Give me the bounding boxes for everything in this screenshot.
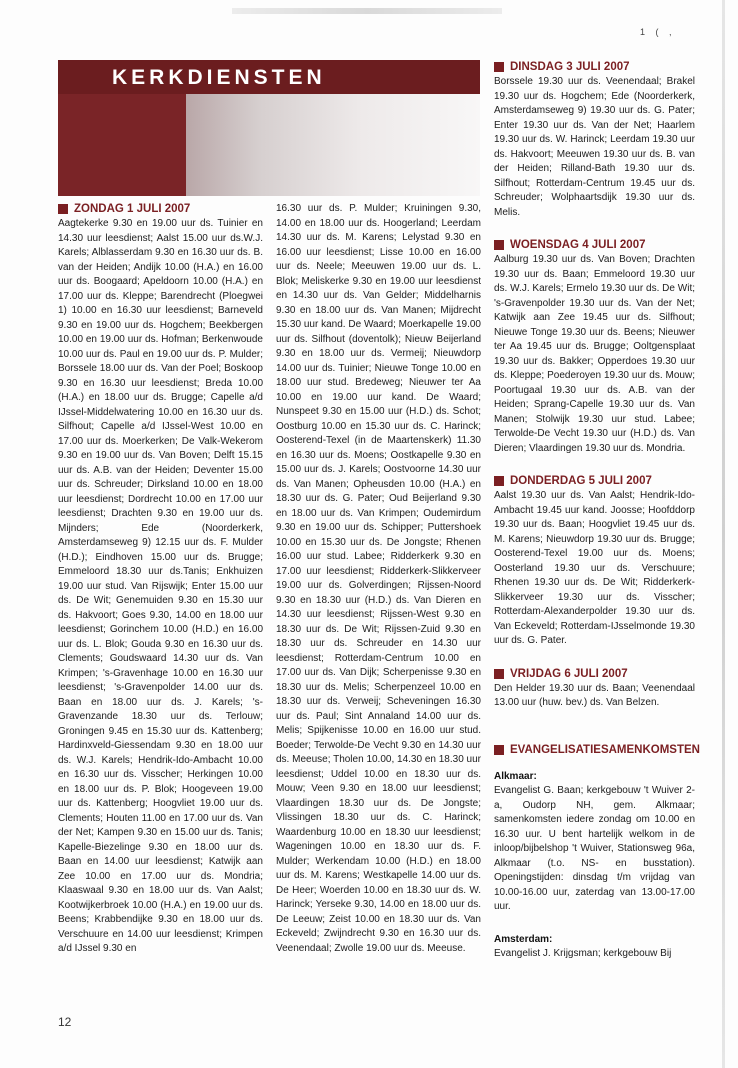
section-heading-evangelisatie: [494, 743, 700, 757]
column-1: [58, 202, 263, 975]
banner-block: [58, 94, 186, 196]
heading-text: VRIJDAG 6 JULI 2007: [510, 667, 628, 680]
heading-text: ZONDAG 1 JULI 2007: [74, 203, 191, 215]
page-title: KERKDIENSTEN: [112, 66, 326, 89]
section-banner: [58, 60, 480, 196]
section-heading-zondag: [58, 202, 263, 216]
heading-square-icon: [58, 204, 68, 214]
heading-square-icon: [494, 476, 504, 486]
section-body-zondag-continued: 16.30 uur ds. P. Mulder; Kruiningen 9.30, 14.00 en 18.00 uur ds. Hoogerland; Leerdam 14.30 uur ds. M. Karens; Lelystad 9.30 en 16.00 uur leesdienst; Lisse 10.00 en 16.00 uur ds. Neele; Meeuwen 19.00 uur ds. L. Blok; Meliskerke 9.30 en 19.00 uur leesdienst en 14.30 uur ds. Van Gelder; Middelharnis 9.30 en 18.00 uur ds. Van Manen; Mijdrecht 15.30 uur kand. De Waard; Moerkapelle 19.00 uur ds. Silfhout (doventolk); Nieuw Beijerland 9.30 en 18.00 uur ds. Vermeij; Nieuwdorp 14.00 uur ds. Tuinier; Nieuwe Tonge 10.00 en 18.00 uur stud. Bredeweg; Nieuwer ter Aa 10.00 en 19.00 uur kand. De Waard; Nunspeet 9.30 en 15.00 uur (H.D.) ds. Schot; Oostburg 10.00 en 15.30 uur ds. C. Harinck; Oosterend-Texel (in de Maartenskerk) 11.30 en 16.30 uur ds. Moens; Oostkapelle 9.30 en 15.00 uur ds. J. Karels; Oostvoorne 14.30 uur ds. Van Manen; Opheusden 10.00 (H.A.) en 18.30 uur ds. G. Pater; Oud Beijerland 9.30 en 18.00 uur ds. Van Krimpen; Oudemirdum 9.30 en 19.00 uur ds. Schipper; Puttershoek 10.00 en 15.30 uur ds. De Jongste; Rhenen 16.00 uur stud. Labee; Ridderkerk 9.30 en 17.00 uur leesdienst; Ridderkerk-Slikkerveer 19.00 uur ds. Golverdingen; Rijssen-Noord 9.30 en 18.30 uur (H.D.) ds. Van Dieren en 14.30 uur leesdienst; Rijssen-West 9.30 en 18.30 uur ds. De Wit; Rijssen-Zuid 9.30 en 18.30 uur ds. Schreuder en 14.30 uur leesdienst; Rotterdam-Centrum 10.00 en 17.00 uur ds. Van Dijk; Scherpenisse 9.30 en 18.30 uur ds. Melis; Scherpenzeel 10.00 en 18.30 uur ds. Verweij; Scheveningen 16.30 uur ds. Paul; Sint Annaland 14.00 uur ds. Melis; Spijkenisse 10.00 en 16.00 uur stud. Boeder; Terwolde-De Vecht 9.30 en 14.30 uur ds. Meeuse; Tholen 10.00, 14.30 en 18.30 uur leesdienst; Uddel 10.00 en 18.30 uur ds. Mouw; Veen 9.30 en 18.00 uur leesdienst; Vlaardingen 18.30 uur ds. De Jongste; Vlissingen 18.30 uur ds. C. Harinck; Waardenburg 10.00 en 18.30 uur leesdienst; Wageningen 10.00 en 18.30 uur ds. F. Mulder; Werkendam 10.00 (H.D.) en 18.00 uur ds. M. Karens; Westkapelle 14.00 uur ds. De Heer; Woerden 10.00 en 18.30 uur ds. W. Harinck; Yerseke 9.30, 14.00 en 18.00 uur ds. De Leeuw; Zeist 10.00 en 18.30 uur ds. Van Eckeveld; Zwijndrecht 9.30 en 16.30 uur ds. Veenendaal; Zwolle 19.00 uur ds. Meeuse.: [276, 203, 481, 954]
heading-text: DONDERDAG 5 JULI 2007: [510, 475, 652, 487]
town-label-alkmaar: Alkmaar:: [494, 770, 537, 782]
heading-square-icon: [494, 240, 504, 250]
heading-square-icon: [494, 669, 504, 679]
section-heading-dinsdag: [494, 60, 695, 74]
top-scan-rule: [232, 8, 502, 14]
section-heading-vrijdag: [494, 667, 695, 681]
section-body-woensdag: Aalburg 19.30 uur ds. Van Boven; Drachten 19.30 uur ds. Baan; Emmeloord 19.30 uur ds. W.J. Karels; Ermelo 19.30 uur ds. De Wit; 's-Gravenpolder 19.30 uur ds. Van der Net; Katwijk aan Zee 19.45 uur ds. Silfhout; Nieuwe Tonge 19.30 uur ds. Beens; Nieuwer ter Aa 19.45 uur ds. Brugge; Ooltgensplaat 19.30 uur ds. Bakker; Opperdoes 19.30 uur ds. Kleppe; Poederoyen 19.30 uur ds. Mouw; Poortugaal 19.30 uur ds. A.B. van der Heiden; Sprang-Capelle 19.30 uur ds. Van Manen; Stolwijk 19.30 uur stud. Labee; Terwolde-De Vecht 19.30 uur (H.D.) ds. Van Dieren; Vlaardingen 19.30 uur ds. Mondria.: [494, 254, 695, 454]
column-2: [276, 202, 481, 974]
section-heading-woensdag: [494, 238, 695, 252]
heading-square-icon: [494, 745, 504, 755]
heading-text: EVANGELISATIESAMENKOMSTEN: [510, 743, 700, 756]
section-body-alkmaar: Evangelist G. Baan; kerkgebouw 't Wuiver 2-a, Oudorp NH, gem. Alkmaar; samenkomsten iedere zondag om 10.00 en 16.30 uur. U bent hartelijk welkom in de inloop/bijbelshop 't Wuiver, Stationsweg 96a, Alkmaar (t.o. NS- en busstation). Openingstijden: dinsdag t/m vrijdag van 10.00-16.00 uur, zaterdag van 13.00-17.00 uur.: [494, 785, 695, 912]
heading-text: DINSDAG 3 JULI 2007: [510, 61, 630, 73]
page-number: 12: [58, 1015, 72, 1029]
heading-square-icon: [494, 62, 504, 72]
section-body-dinsdag: Borssele 19.30 uur ds. Veenendaal; Brakel 19.30 uur ds. Hogchem; Ede (Noorderkerk, Amsterdamseweg 9) 19.30 uur ds. G. Pater; Enter 19.30 uur ds. Van der Net; Haarlem 19.30 uur ds. W. Harinck; Leerdam 19.30 uur ds. Hakvoort; Meeuwen 19.30 uur ds. B. van der Heiden; Rilland-Bath 19.30 uur ds. Silfhout; Rotterdam-Centrum 19.45 uur ds. Schreuder; Wolphaartsdijk 19.30 uur ds. Melis.: [494, 76, 695, 218]
heading-text: WOENSDAG 4 JULI 2007: [510, 239, 646, 251]
corner-marks: 1 ( ,: [640, 27, 676, 37]
town-label-amsterdam: Amsterdam:: [494, 933, 553, 945]
section-body-zondag: Aagtekerke 9.30 en 19.00 uur ds. Tuinier en 14.30 uur leesdienst; Aalst 15.00 uur ds.W.J. Karels; Alblasserdam 9.30 en 16.30 uur ds. B. van der Heiden; Andijk 10.00 (H.A.) en 16.00 uur ds. Boogaard; Apeldoorn 10.00 (H.A.) en 17.00 uur ds. Kleppe; Barendrecht (Ploegwei 1) 10.00 en 16.30 uur leesdienst; Barneveld 9.30 en 19.00 uur ds. Hogchem; Beekbergen 10.00 en 19.00 uur ds. Hofman; Berkenwoude 10.00 uur ds. Paul en 19.00 uur ds. P. Mulder; Borssele 18.00 uur ds. Van der Poel; Boskoop 9.30 en 16.30 uur leesdienst; Breda 10.00 (H.A.) en 18.00 uur ds. Brugge; Capelle a/d IJssel-Middelwatering 10.00 en 16.30 uur ds. Silfhout; Capelle a/d IJssel-West 10.00 en 17.00 uur ds. Moerkerken; De Valk-Wekerom 9.30 en 19.00 uur ds. Van Boven; Delft 15.15 uur ds. A.B. van der Heiden; Deventer 15.00 uur ds. Schreuder; Dirksland 10.00 en 18.00 uur leesdienst; Dordrecht 10.00 en 17.00 uur leesdienst; Drachten 9.30 en 19.00 uur ds. Mijnders; Ede (Noorderkerk, Amsterdamseweg 9) 12.15 uur ds. F. Mulder (H.D.); Eindhoven 15.00 uur ds. Brugge; Emmeloord 18.30 uur ds.Tanis; Enkhuizen 19.00 uur stud. Van Rijswijk; Enter 15.00 uur ds. De Wit; Genemuiden 9.30 en 15.30 uur ds. Hakvoort; Goes 9.30, 14.00 en 18.00 uur leesdienst; Gorinchem 10.00 (H.D.) en 16.00 uur ds. L. Blok; Gouda 9.30 en 16.30 uur ds. Clements; Goudswaard 14.30 uur ds. Van Krimpen; 's-Gravenhage 10.00 en 16.30 uur leesdienst; 's-Gravenpolder 14.00 uur ds. Baan en 18.00 uur ds. J. Karels; 's-Gravenzande 18.30 uur ds. Terlouw; Groningen 9.45 en 15.30 uur ds. Kattenberg; Hardinxveld-Giessendam 9.30 en 18.00 uur ds. W.J. Karels; Hendrik-Ido-Ambacht 10.00 en 16.30 uur ds. Visscher; Herkingen 10.00 en 18.00 uur ds. P. Blok; Hoogeveen 19.00 uur ds. Kattenberg; Hoogvliet 19.00 uur ds. Clements; Houten 11.00 en 17.00 uur ds. Van der Net; Kampen 9.30 en 15.00 uur ds. Tanis; Kapelle-Biezelinge 9.30 en 18.00 uur ds. Baan en 14.00 uur leesdienst; Katwijk aan Zee 10.00 en 17.00 uur ds. Mondria; Klaaswaal 9.30 en 18.00 uur ds. Van Aalst; Kootwijkerbroek 10.00 (H.A.) en 19.00 uur ds. Beens; Krabbendijke 9.30 en 18.00 uur ds. Verschuure en 14.00 uur leesdienst; Krimpen a/d IJssel 9.30 en: [58, 218, 263, 954]
section-body-donderdag: Aalst 19.30 uur ds. Van Aalst; Hendrik-Ido-Ambacht 19.45 uur kand. Joosse; Hoofddorp 19.30 uur ds. Baan; Hoogvliet 19.45 uur ds. M. Karens; Nieuwdorp 19.30 uur ds. Brugge; Oosterend-Texel 19.00 uur ds. Moens; Oosterland 19.30 uur ds. Verschuure; Rhenen 19.30 uur ds. De Wit; Ridderkerk-Slikkerveer 19.30 uur ds. Visscher; Rotterdam-Alexanderpolder 19.30 uur ds. Van Eckeveld; Rotterdam-IJsselmonde 19.30 uur ds. G. Pater.: [494, 490, 695, 646]
section-body-vrijdag: Den Helder 19.30 uur ds. Baan; Veenendaal 13.00 uur (huw. bev.) ds. Van Belzen.: [494, 682, 695, 708]
column-3: [494, 60, 700, 962]
section-body-amsterdam: Evangelist J. Krijgsman; kerkgebouw Bij: [494, 948, 672, 959]
section-heading-donderdag: [494, 474, 695, 488]
banner-fade: [186, 94, 480, 196]
page-edge: [722, 0, 725, 1068]
